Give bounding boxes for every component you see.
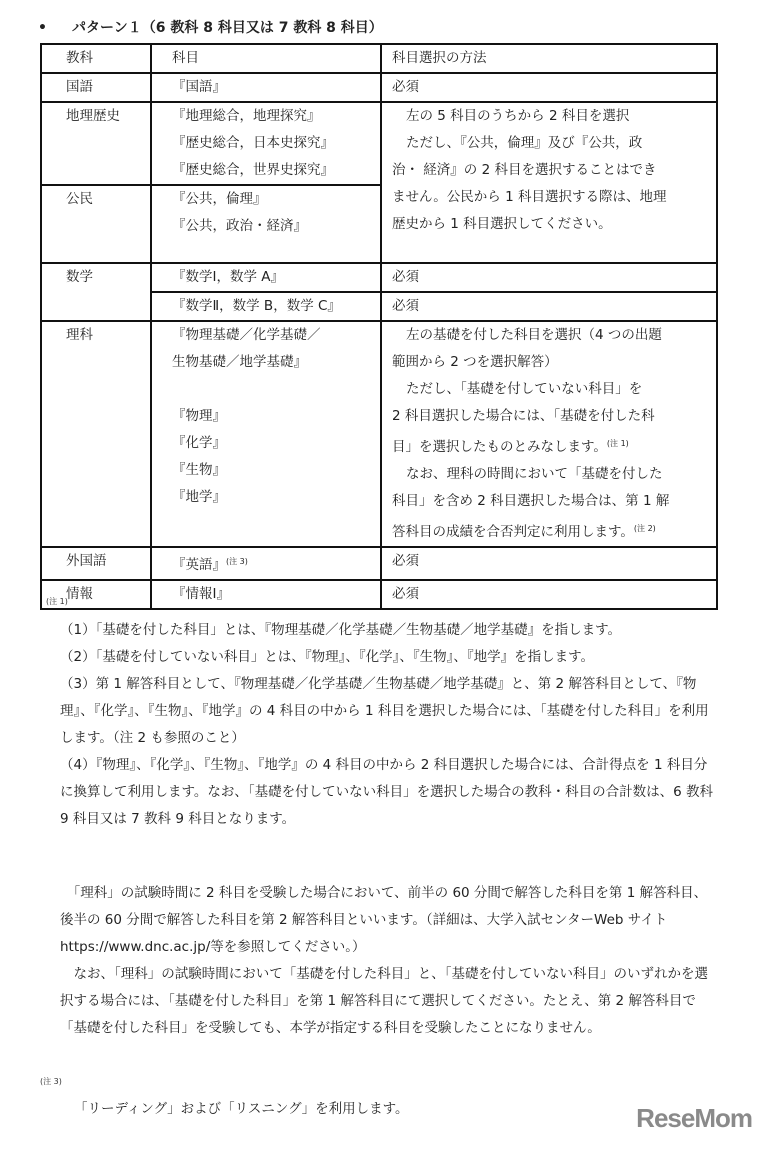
method-line: 目」を選択したものとみなします。 <box>392 439 607 455</box>
subject-cell: 公民 <box>41 185 151 263</box>
note2-paragraph: なお、「理科」の試験時間において「基礎を付した科目」と、「基礎を付していない科目」のいずれかを選択する場合には、「基礎を付した科目」を第 1 解答科目にて選択してください。たとえ、第 2 解答科目で「基礎を付した科目」を受験しても、本学が指定する科目を受験したことになりません。 <box>60 966 708 1036</box>
method-line: ただし、「基礎を付していない科目」を <box>406 381 643 397</box>
course: 『物理基礎／化学基礎／ <box>172 327 321 343</box>
course: 『生物』 <box>172 462 226 478</box>
method-cell: 必須 <box>381 547 717 580</box>
course: 『地学』 <box>172 489 226 505</box>
course-cell <box>151 185 381 263</box>
method-line: 科目」を含め 2 科目選択した場合は、第 1 解 <box>392 493 670 509</box>
method-line: 2 科目選択した場合には、「基礎を付した科 <box>392 408 655 424</box>
table-row <box>41 321 717 547</box>
method-cell: 必須 <box>381 73 717 102</box>
course: 『英語』 <box>172 557 226 573</box>
course-cell: 『国語』 <box>151 73 381 102</box>
note-item: （3）第 1 解答科目として、『物理基礎／化学基礎／生物基礎／地学基礎』と、第 2 解答科目として、『物理』、『化学』、『生物』、『地学』の 4 科目の中から 1 科目を選択した場合には、「基礎を付した科目」を利用します。（注 2 も参照のこと） <box>60 676 709 746</box>
resemom-logo: ReseMom <box>636 1103 752 1133</box>
method-line: 答科目の成績を合否判定に利用します。 <box>392 524 634 540</box>
course-cell <box>151 321 381 547</box>
subject-table <box>40 43 718 610</box>
note2-paragraph: 「理科」の試験時間に 2 科目を受験した場合において、前半の 60 分間で解答した科目を第 1 解答科目、後半の 60 分間で解答した科目を第 2 解答科目といいます。（詳細は、大学入試センターWeb サイト https://www.dnc.ac.jp/等を参照してください。） <box>60 885 708 955</box>
course: 『歴史総合，世界史探究』 <box>172 162 334 178</box>
note1-list <box>60 617 720 833</box>
note-ref: (注 3) <box>226 557 248 566</box>
course: 『公共，倫理』 <box>172 191 267 207</box>
subject-cell: 外国語 <box>41 547 151 580</box>
header-cell: 科目選択の方法 <box>381 44 717 73</box>
note-item: （1）「基礎を付した科目」とは、『物理基礎／化学基礎／生物基礎／地学基礎』を指します。 <box>60 622 622 638</box>
table-row <box>41 580 717 609</box>
course: 『地理総合，地理探究』 <box>172 108 321 124</box>
method-line: ただし、『公共，倫理』及び『公共，政 <box>406 135 643 151</box>
method-line: なお、理科の時間において「基礎を付した <box>406 466 663 482</box>
note-item: （4）『物理』、『化学』、『生物』、『地学』の 4 科目の中から 2 科目選択した場合には、合計得点を 1 科目分に換算して利用します。なお、「基礎を付していない科目」を選択した場合の教科・科目の合計数は、6 教科 9 科目又は 7 教科 9 科目となります。 <box>60 757 714 827</box>
subject-cell: 数学 <box>41 263 151 321</box>
method-line: ません。公民から 1 科目選択する際は、地理 <box>392 189 667 205</box>
course: 『物理』 <box>172 408 226 424</box>
subject-cell: 情報 <box>41 580 151 609</box>
method-line: 左の基礎を付した科目を選択（4 つの出題 <box>406 327 662 343</box>
method-line: 左の 5 科目のうちから 2 科目を選択 <box>406 108 630 124</box>
course-cell <box>151 102 381 185</box>
course: 『公共，政治・経済』 <box>172 218 307 234</box>
method-line: 範囲から 2 つを選択解答） <box>392 354 558 370</box>
course: 『歴史総合，日本史探究』 <box>172 135 334 151</box>
table-row <box>41 73 717 102</box>
subject-cell: 理科 <box>41 321 151 547</box>
course-cell <box>151 547 381 580</box>
method-line: 治・ 経済』の 2 科目を選択することはでき <box>392 162 657 178</box>
note-ref: (注 2) <box>633 524 656 533</box>
method-cell <box>381 102 717 263</box>
method-cell: 必須 <box>381 292 717 321</box>
pattern-title: • パターン１（6 教科 8 科目又は 7 教科 8 科目） <box>38 20 383 36</box>
subject-cell: 地理歴史 <box>41 102 151 185</box>
method-cell <box>381 321 717 547</box>
note1-label: (注 1) <box>46 597 68 606</box>
method-cell: 必須 <box>381 263 717 292</box>
method-cell: 必須 <box>381 580 717 609</box>
course: 生物基礎／地学基礎』 <box>172 354 307 370</box>
subject-cell: 国語 <box>41 73 151 102</box>
course-cell: 『情報Ⅰ』 <box>151 580 381 609</box>
header-cell: 教科 <box>41 44 151 73</box>
table-row <box>41 263 717 292</box>
note-item: （2）「基礎を付していない科目」とは、『物理』、『化学』、『生物』、『地学』を指します。 <box>60 649 595 665</box>
note3-text: 「リーディング」および「リスニング」を利用します。 <box>74 1101 409 1117</box>
note3-label: (注 3) <box>40 1077 62 1086</box>
table-row <box>41 547 717 580</box>
method-line: 歴史から 1 科目選択してください。 <box>392 216 612 232</box>
header-cell: 科目 <box>151 44 381 73</box>
note-ref: (注 1) <box>606 439 629 448</box>
course-cell: 『数学Ⅰ，数学 A』 <box>151 263 381 292</box>
course: 『化学』 <box>172 435 226 451</box>
course-cell: 『数学Ⅱ，数学 B，数学 C』 <box>151 292 381 321</box>
note2-section <box>60 880 720 1042</box>
table-row <box>41 102 717 185</box>
table-header-row <box>41 44 717 73</box>
